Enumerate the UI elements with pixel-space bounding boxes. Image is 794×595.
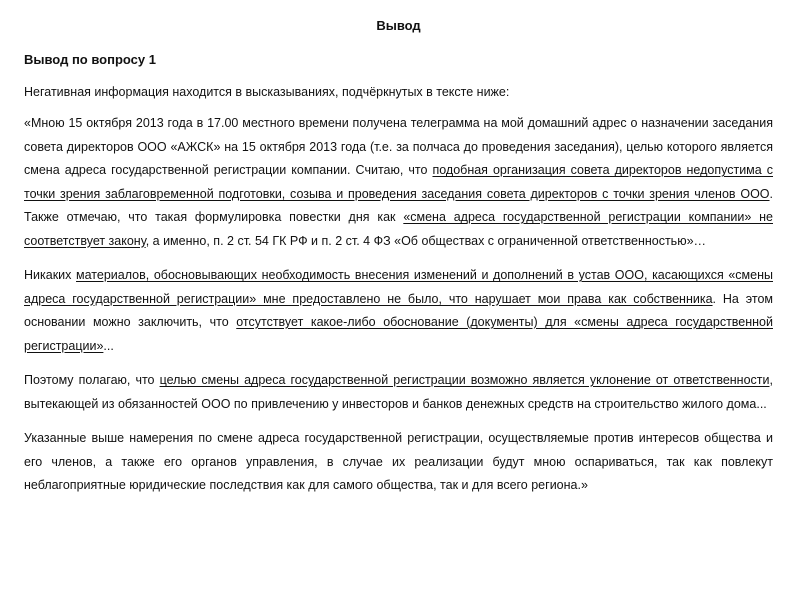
text-segment: , а именно, п. 2 ст. 54 ГК РФ и п. 2 ст. 4 ФЗ «Об обществах с ограниченной ответственностью»…: [145, 233, 707, 248]
quote-paragraph-1: [24, 112, 773, 253]
text-segment: , вытекающей из обязанностей ООО по привлечению у инвесторов и банков денежных средств на строительство жилого дома...: [24, 373, 773, 411]
page-title: Вывод: [376, 18, 421, 33]
quote-paragraph-4: [24, 427, 773, 498]
text-segment: Никаких: [24, 268, 77, 282]
quote-paragraph-2: [24, 264, 773, 358]
underlined-statement: подобная организация совета директоров недопустима с точки зрения заблаговременной подготовки, созыва и проведения заседания совета директоров с точки зрения членов ООО: [24, 163, 774, 201]
text-segment: Поэтому полагаю, что: [24, 373, 160, 387]
section-heading: Вывод по вопросу 1: [24, 52, 156, 67]
quote-paragraph-3: [24, 369, 773, 416]
text-segment: ...: [103, 338, 114, 353]
text-segment: . На этом основании можно заключить, что: [24, 291, 773, 329]
intro-text: Негативная информация находится в высказываниях, подчёркнутых в тексте ниже:: [24, 85, 510, 99]
underlined-statement: целью смены адреса государственной регистрации возможно является уклонение от ответственности: [159, 373, 770, 387]
underlined-statement: «смена адреса государственной регистрации компании» не соответствует закону: [24, 210, 773, 248]
text-segment: . Также отмечаю, что такая формулировка повестки дня как: [24, 186, 773, 224]
underlined-statement: материалов, обосновывающих необходимость внесения изменений и дополнений в устав ООО, касающихся «смены адреса государственной регистрации» мне предоставлено не было, что нарушает мои права как собственника: [24, 268, 773, 306]
text-segment: Указанные выше намерения по смене адреса государственной регистрации, осуществляемые против интересов общества и его членов, а также его органов управления, в случае их реализации будут мною оспариваться, так как повлекут неблагоприятные юридические последствия как для самого общества, так и для всего региона.»: [24, 431, 773, 492]
underlined-statement: отсутствует какое-либо обоснование (документы) для «смены адреса государственной регистрации»: [24, 315, 773, 353]
text-segment: «Мною 15 октября 2013 года в 17.00 местного времени получена телеграмма на мой домашний адрес о назначении заседания совета директоров ООО «АЖСК» на 15 октября 2013 года (т.е. за полчаса до проведения заседания), целью которого является смена адреса государственной регистрации компании. Считаю, что: [24, 116, 773, 177]
